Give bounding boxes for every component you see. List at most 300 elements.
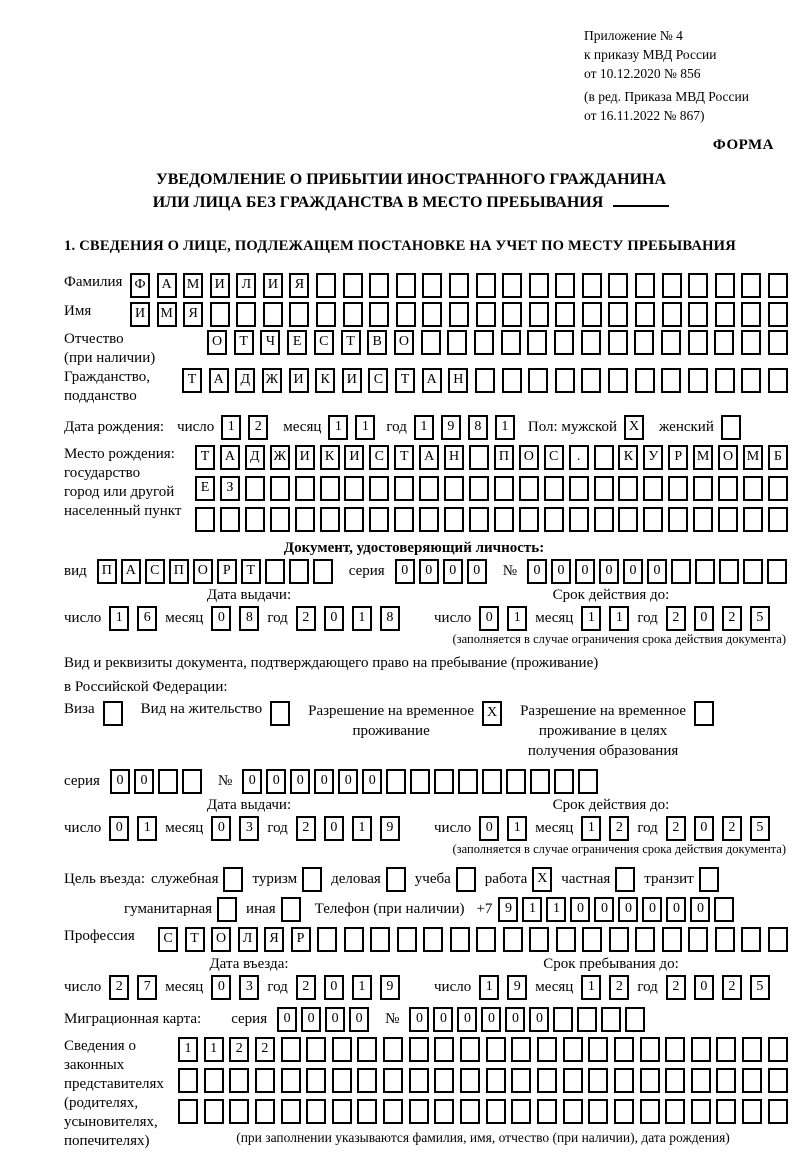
legal-input-row3-box[interactable] <box>383 1099 403 1124</box>
birthplace-input-row2-box[interactable] <box>270 476 290 501</box>
doc-valid-month-input-box[interactable]: 1 <box>609 606 629 631</box>
profession-input-box[interactable]: Т <box>185 927 205 952</box>
birthplace-input-row3-box[interactable] <box>494 507 514 532</box>
profession-input-box[interactable] <box>370 927 390 952</box>
entry-year-input-box[interactable]: 0 <box>324 975 344 1000</box>
legal-input-row1-box[interactable] <box>768 1037 788 1062</box>
phone-input-box[interactable]: 1 <box>522 897 542 922</box>
name-input-box[interactable] <box>316 302 336 327</box>
birthplace-input-row2-box[interactable] <box>768 476 788 501</box>
temp-residence-checkbox-box[interactable]: X <box>482 701 502 726</box>
birthplace-input-row1-box[interactable]: О <box>519 445 539 470</box>
sex-female-checkbox-box[interactable] <box>721 415 741 440</box>
birthplace-input-row3-box[interactable] <box>743 507 763 532</box>
legal-input-row1-box[interactable] <box>409 1037 429 1062</box>
birthplace-input-row3-box[interactable] <box>469 507 489 532</box>
profession-input-box[interactable] <box>662 927 682 952</box>
name-input-box[interactable] <box>662 302 682 327</box>
surname-input-box[interactable] <box>715 273 735 298</box>
patronymic-input-box[interactable] <box>661 330 681 355</box>
birth-year-input-box[interactable]: 1 <box>495 415 515 440</box>
birthplace-input-row2-box[interactable] <box>743 476 763 501</box>
birthplace-input-row1-box[interactable] <box>594 445 614 470</box>
birthplace-input-row3-box[interactable] <box>594 507 614 532</box>
patronymic-input-box[interactable] <box>688 330 708 355</box>
doc-number-input-box[interactable] <box>719 559 739 584</box>
patronymic-input-box[interactable]: О <box>394 330 414 355</box>
doc-valid-month-input-box[interactable]: 1 <box>581 606 601 631</box>
entry-year-input-box[interactable]: 2 <box>296 975 316 1000</box>
name-input-box[interactable] <box>715 302 735 327</box>
birthplace-input-row2-box[interactable] <box>569 476 589 501</box>
surname-input-box[interactable] <box>449 273 469 298</box>
legal-input-row3-box[interactable] <box>460 1099 480 1124</box>
legal-input-row2-box[interactable] <box>691 1068 711 1093</box>
citizenship-input-box[interactable]: Т <box>395 368 415 393</box>
profession-input-box[interactable] <box>715 927 735 952</box>
profession-input-box[interactable] <box>741 927 761 952</box>
legal-input-row2-box[interactable] <box>588 1068 608 1093</box>
phone-input-box[interactable]: 0 <box>594 897 614 922</box>
citizenship-input-box[interactable]: Д <box>235 368 255 393</box>
patronymic-input-box[interactable]: О <box>207 330 227 355</box>
doc-type-input-box[interactable] <box>289 559 309 584</box>
birth-year-input-box[interactable]: 8 <box>468 415 488 440</box>
legal-input-row1-box[interactable] <box>460 1037 480 1062</box>
legal-input-row3-box[interactable] <box>665 1099 685 1124</box>
purpose-tourism-checkbox-box[interactable] <box>302 867 322 892</box>
doc-issue-month-input-box[interactable]: 8 <box>239 606 259 631</box>
entry-month-input-box[interactable]: 3 <box>239 975 259 1000</box>
doc-valid-year-input-box[interactable]: 0 <box>694 606 714 631</box>
res-issue-month-input-box[interactable]: 0 <box>211 816 231 841</box>
res-series-input-box[interactable]: 0 <box>110 769 130 794</box>
stay-year-input-box[interactable]: 2 <box>666 975 686 1000</box>
doc-type-input-box[interactable]: Р <box>217 559 237 584</box>
doc-number-input-box[interactable]: 0 <box>551 559 571 584</box>
res-valid-year-input-box[interactable]: 2 <box>666 816 686 841</box>
legal-input-row2-box[interactable] <box>742 1068 762 1093</box>
citizenship-input-box[interactable] <box>661 368 681 393</box>
birthplace-input-row1-box[interactable]: Н <box>444 445 464 470</box>
surname-input-box[interactable] <box>768 273 788 298</box>
birthplace-input-row1-box[interactable]: А <box>419 445 439 470</box>
profession-input-box[interactable] <box>635 927 655 952</box>
profession-input-box[interactable] <box>317 927 337 952</box>
birthplace-input-row2-box[interactable] <box>618 476 638 501</box>
purpose-private-checkbox-box[interactable] <box>615 867 635 892</box>
birthplace-input-row2-box[interactable] <box>295 476 315 501</box>
name-input-box[interactable] <box>396 302 416 327</box>
birthplace-input-row1-box[interactable]: М <box>743 445 763 470</box>
profession-input-box[interactable] <box>503 927 523 952</box>
legal-input-row2-box[interactable] <box>409 1068 429 1093</box>
residence-permit-checkbox-box[interactable] <box>270 701 290 726</box>
doc-issue-day-input-box[interactable]: 1 <box>109 606 129 631</box>
profession-input-box[interactable] <box>450 927 470 952</box>
surname-input-box[interactable] <box>396 273 416 298</box>
patronymic-input-box[interactable]: Ч <box>260 330 280 355</box>
patronymic-input-box[interactable] <box>608 330 628 355</box>
surname-input-box[interactable]: И <box>263 273 283 298</box>
patronymic-input-box[interactable] <box>741 330 761 355</box>
legal-input-row1-box[interactable] <box>486 1037 506 1062</box>
birthplace-input-row2-box[interactable] <box>544 476 564 501</box>
citizenship-input-box[interactable] <box>608 368 628 393</box>
citizenship-input-box[interactable] <box>581 368 601 393</box>
legal-input-row1-box[interactable] <box>665 1037 685 1062</box>
legal-input-row2-box[interactable] <box>640 1068 660 1093</box>
visa-checkbox-box[interactable] <box>103 701 123 726</box>
legal-input-row1-box[interactable] <box>306 1037 326 1062</box>
mig-number-input-box[interactable]: 0 <box>409 1007 429 1032</box>
surname-input-box[interactable] <box>741 273 761 298</box>
legal-input-row1-box[interactable] <box>691 1037 711 1062</box>
mig-number-input-box[interactable] <box>625 1007 645 1032</box>
legal-input-row2-box[interactable] <box>537 1068 557 1093</box>
profession-input-box[interactable] <box>423 927 443 952</box>
birthplace-input-row3-box[interactable] <box>369 507 389 532</box>
citizenship-input-box[interactable] <box>715 368 735 393</box>
birthplace-input-row1-box[interactable]: С <box>369 445 389 470</box>
birthplace-input-row2-box[interactable] <box>344 476 364 501</box>
legal-input-row3-box[interactable] <box>281 1099 301 1124</box>
mig-series-input-box[interactable]: 0 <box>301 1007 321 1032</box>
legal-input-row2-box[interactable] <box>460 1068 480 1093</box>
birthplace-input-row2-box[interactable] <box>394 476 414 501</box>
legal-input-row1-box[interactable] <box>383 1037 403 1062</box>
birthplace-input-row1-box[interactable]: У <box>643 445 663 470</box>
birthplace-input-row3-box[interactable] <box>544 507 564 532</box>
profession-input-box[interactable]: Я <box>264 927 284 952</box>
legal-input-row3-box[interactable] <box>640 1099 660 1124</box>
birthplace-input-row2-box[interactable] <box>419 476 439 501</box>
legal-input-row3-box[interactable] <box>537 1099 557 1124</box>
birthplace-input-row2-box[interactable]: З <box>220 476 240 501</box>
citizenship-input-box[interactable] <box>741 368 761 393</box>
doc-issue-year-input-box[interactable]: 8 <box>380 606 400 631</box>
birthplace-input-row3-box[interactable] <box>320 507 340 532</box>
birth-month-input-box[interactable]: 1 <box>355 415 375 440</box>
res-number-input-box[interactable] <box>386 769 406 794</box>
birthplace-input-row1-box[interactable]: К <box>320 445 340 470</box>
name-input-box[interactable] <box>476 302 496 327</box>
res-issue-day-input-box[interactable]: 1 <box>137 816 157 841</box>
phone-input-box[interactable] <box>714 897 734 922</box>
birthplace-input-row3-box[interactable] <box>270 507 290 532</box>
sex-male-checkbox-box[interactable]: X <box>624 415 644 440</box>
birthplace-input-row3-box[interactable] <box>643 507 663 532</box>
birthplace-input-row3-box[interactable] <box>220 507 240 532</box>
surname-input-box[interactable]: Л <box>236 273 256 298</box>
birthplace-input-row1-box[interactable]: И <box>344 445 364 470</box>
stay-day-input-box[interactable]: 1 <box>479 975 499 1000</box>
name-input-box[interactable] <box>210 302 230 327</box>
res-number-input-box[interactable] <box>554 769 574 794</box>
stay-month-input-box[interactable]: 1 <box>581 975 601 1000</box>
res-series-input-box[interactable] <box>158 769 178 794</box>
mig-series-input-box[interactable]: 0 <box>277 1007 297 1032</box>
patronymic-input-box[interactable]: В <box>367 330 387 355</box>
res-number-input-box[interactable] <box>506 769 526 794</box>
legal-input-row1-box[interactable] <box>614 1037 634 1062</box>
doc-number-input-box[interactable]: 0 <box>623 559 643 584</box>
citizenship-input-box[interactable] <box>475 368 495 393</box>
res-issue-year-input-box[interactable]: 1 <box>352 816 372 841</box>
birthplace-input-row2-box[interactable] <box>469 476 489 501</box>
res-number-input-box[interactable] <box>434 769 454 794</box>
phone-input-box[interactable]: 1 <box>546 897 566 922</box>
surname-input-box[interactable] <box>688 273 708 298</box>
purpose-other-checkbox-box[interactable] <box>281 897 301 922</box>
legal-input-row1-box[interactable] <box>434 1037 454 1062</box>
profession-input-box[interactable] <box>688 927 708 952</box>
birthplace-input-row2-box[interactable] <box>594 476 614 501</box>
birthplace-input-row3-box[interactable] <box>419 507 439 532</box>
legal-input-row2-box[interactable] <box>383 1068 403 1093</box>
legal-input-row3-box[interactable] <box>742 1099 762 1124</box>
doc-type-input-box[interactable]: Т <box>241 559 261 584</box>
legal-input-row2-box[interactable] <box>281 1068 301 1093</box>
purpose-work-checkbox-box[interactable]: X <box>532 867 552 892</box>
birthplace-input-row1-box[interactable]: А <box>220 445 240 470</box>
legal-input-row1-box[interactable]: 1 <box>178 1037 198 1062</box>
surname-input-box[interactable] <box>529 273 549 298</box>
birthplace-input-row2-box[interactable] <box>519 476 539 501</box>
res-number-input-box[interactable] <box>458 769 478 794</box>
doc-number-input-box[interactable] <box>695 559 715 584</box>
birthplace-input-row1-box[interactable] <box>469 445 489 470</box>
surname-input-box[interactable] <box>369 273 389 298</box>
doc-type-input-box[interactable]: О <box>193 559 213 584</box>
doc-type-input-box[interactable] <box>265 559 285 584</box>
doc-issue-day-input-box[interactable]: 6 <box>137 606 157 631</box>
legal-input-row2-box[interactable] <box>306 1068 326 1093</box>
legal-input-row1-box[interactable]: 2 <box>229 1037 249 1062</box>
stay-month-input-box[interactable]: 2 <box>609 975 629 1000</box>
res-number-input-box[interactable]: 0 <box>362 769 382 794</box>
legal-input-row2-box[interactable] <box>204 1068 224 1093</box>
surname-input-box[interactable] <box>476 273 496 298</box>
legal-input-row2-box[interactable] <box>486 1068 506 1093</box>
legal-input-row3-box[interactable] <box>563 1099 583 1124</box>
surname-input-box[interactable] <box>422 273 442 298</box>
profession-input-box[interactable] <box>768 927 788 952</box>
profession-input-box[interactable] <box>556 927 576 952</box>
citizenship-input-box[interactable] <box>502 368 522 393</box>
patronymic-input-box[interactable]: Т <box>234 330 254 355</box>
phone-input-box[interactable]: 0 <box>642 897 662 922</box>
name-input-box[interactable] <box>529 302 549 327</box>
legal-input-row2-box[interactable] <box>716 1068 736 1093</box>
patronymic-input-box[interactable] <box>527 330 547 355</box>
legal-input-row1-box[interactable]: 1 <box>204 1037 224 1062</box>
profession-input-box[interactable]: О <box>211 927 231 952</box>
phone-input-box[interactable]: 0 <box>690 897 710 922</box>
doc-valid-year-input-box[interactable]: 2 <box>666 606 686 631</box>
surname-input-box[interactable]: Я <box>289 273 309 298</box>
birthplace-input-row3-box[interactable] <box>394 507 414 532</box>
patronymic-input-box[interactable]: С <box>314 330 334 355</box>
name-input-box[interactable] <box>635 302 655 327</box>
name-input-box[interactable]: Я <box>183 302 203 327</box>
legal-input-row3-box[interactable] <box>588 1099 608 1124</box>
name-input-box[interactable] <box>502 302 522 327</box>
birthplace-input-row3-box[interactable] <box>195 507 215 532</box>
mig-number-input-box[interactable] <box>553 1007 573 1032</box>
surname-input-box[interactable]: И <box>210 273 230 298</box>
legal-input-row3-box[interactable] <box>255 1099 275 1124</box>
patronymic-input-box[interactable] <box>447 330 467 355</box>
res-valid-day-input-box[interactable]: 1 <box>507 816 527 841</box>
doc-valid-day-input-box[interactable]: 0 <box>479 606 499 631</box>
doc-type-input-box[interactable]: П <box>97 559 117 584</box>
name-input-box[interactable] <box>343 302 363 327</box>
name-input-box[interactable] <box>608 302 628 327</box>
surname-input-box[interactable] <box>316 273 336 298</box>
patronymic-input-box[interactable] <box>554 330 574 355</box>
res-valid-month-input-box[interactable]: 2 <box>609 816 629 841</box>
surname-input-box[interactable] <box>635 273 655 298</box>
legal-input-row1-box[interactable]: 2 <box>255 1037 275 1062</box>
birth-month-input-box[interactable]: 1 <box>328 415 348 440</box>
doc-series-input-box[interactable]: 0 <box>467 559 487 584</box>
birthplace-input-row3-box[interactable] <box>718 507 738 532</box>
citizenship-input-box[interactable]: К <box>315 368 335 393</box>
birthplace-input-row1-box[interactable]: . <box>569 445 589 470</box>
patronymic-input-box[interactable] <box>474 330 494 355</box>
birthplace-input-row1-box[interactable]: С <box>544 445 564 470</box>
doc-number-input-box[interactable] <box>743 559 763 584</box>
birthplace-input-row1-box[interactable]: Т <box>195 445 215 470</box>
citizenship-input-box[interactable]: А <box>209 368 229 393</box>
birthplace-input-row2-box[interactable] <box>494 476 514 501</box>
mig-number-input-box[interactable]: 0 <box>433 1007 453 1032</box>
legal-input-row3-box[interactable] <box>434 1099 454 1124</box>
legal-input-row1-box[interactable] <box>511 1037 531 1062</box>
stay-day-input-box[interactable]: 9 <box>507 975 527 1000</box>
entry-month-input-box[interactable]: 0 <box>211 975 231 1000</box>
res-number-input-box[interactable] <box>530 769 550 794</box>
birthplace-input-row3-box[interactable] <box>768 507 788 532</box>
name-input-box[interactable] <box>369 302 389 327</box>
citizenship-input-box[interactable] <box>688 368 708 393</box>
doc-number-input-box[interactable]: 0 <box>575 559 595 584</box>
patronymic-input-box[interactable]: Е <box>287 330 307 355</box>
legal-input-row3-box[interactable] <box>486 1099 506 1124</box>
mig-number-input-box[interactable]: 0 <box>529 1007 549 1032</box>
birth-day-input-box[interactable]: 2 <box>248 415 268 440</box>
res-issue-year-input-box[interactable]: 9 <box>380 816 400 841</box>
doc-issue-year-input-box[interactable]: 0 <box>324 606 344 631</box>
citizenship-input-box[interactable] <box>635 368 655 393</box>
purpose-transit-checkbox-box[interactable] <box>699 867 719 892</box>
name-input-box[interactable] <box>289 302 309 327</box>
patronymic-input-box[interactable] <box>501 330 521 355</box>
res-series-input-box[interactable] <box>182 769 202 794</box>
legal-input-row3-box[interactable] <box>716 1099 736 1124</box>
birthplace-input-row3-box[interactable] <box>444 507 464 532</box>
name-input-box[interactable] <box>236 302 256 327</box>
legal-input-row3-box[interactable] <box>409 1099 429 1124</box>
legal-input-row2-box[interactable] <box>229 1068 249 1093</box>
birthplace-input-row2-box[interactable]: Е <box>195 476 215 501</box>
legal-input-row3-box[interactable] <box>229 1099 249 1124</box>
patronymic-input-box[interactable] <box>421 330 441 355</box>
birthplace-input-row2-box[interactable] <box>643 476 663 501</box>
stay-year-input-box[interactable]: 0 <box>694 975 714 1000</box>
entry-year-input-box[interactable]: 1 <box>352 975 372 1000</box>
doc-issue-year-input-box[interactable]: 1 <box>352 606 372 631</box>
birthplace-input-row3-box[interactable] <box>569 507 589 532</box>
birthplace-input-row3-box[interactable] <box>618 507 638 532</box>
birthplace-input-row1-box[interactable]: М <box>693 445 713 470</box>
legal-input-row2-box[interactable] <box>357 1068 377 1093</box>
birthplace-input-row2-box[interactable] <box>444 476 464 501</box>
surname-input-box[interactable] <box>502 273 522 298</box>
legal-input-row2-box[interactable] <box>614 1068 634 1093</box>
profession-input-box[interactable]: Р <box>291 927 311 952</box>
legal-input-row3-box[interactable] <box>691 1099 711 1124</box>
birthplace-input-row1-box[interactable]: О <box>718 445 738 470</box>
citizenship-input-box[interactable]: Т <box>182 368 202 393</box>
legal-input-row1-box[interactable] <box>640 1037 660 1062</box>
doc-number-input-box[interactable] <box>767 559 787 584</box>
mig-number-input-box[interactable] <box>577 1007 597 1032</box>
name-input-box[interactable] <box>263 302 283 327</box>
stay-year-input-box[interactable]: 2 <box>722 975 742 1000</box>
profession-input-box[interactable] <box>476 927 496 952</box>
res-issue-month-input-box[interactable]: 3 <box>239 816 259 841</box>
phone-input-box[interactable]: 9 <box>498 897 518 922</box>
profession-input-box[interactable] <box>344 927 364 952</box>
entry-day-input-box[interactable]: 2 <box>109 975 129 1000</box>
legal-input-row2-box[interactable] <box>255 1068 275 1093</box>
doc-type-input-box[interactable]: А <box>121 559 141 584</box>
profession-input-box[interactable] <box>582 927 602 952</box>
patronymic-input-box[interactable] <box>768 330 788 355</box>
citizenship-input-box[interactable]: Ж <box>262 368 282 393</box>
surname-input-box[interactable] <box>555 273 575 298</box>
legal-input-row2-box[interactable] <box>563 1068 583 1093</box>
birthplace-input-row1-box[interactable]: Т <box>394 445 414 470</box>
purpose-study-checkbox-box[interactable] <box>456 867 476 892</box>
phone-input-box[interactable]: 0 <box>570 897 590 922</box>
legal-input-row1-box[interactable] <box>563 1037 583 1062</box>
patronymic-input-box[interactable] <box>634 330 654 355</box>
res-number-input-box[interactable]: 0 <box>266 769 286 794</box>
doc-issue-year-input-box[interactable]: 2 <box>296 606 316 631</box>
birthplace-input-row3-box[interactable] <box>245 507 265 532</box>
name-input-box[interactable] <box>582 302 602 327</box>
patronymic-input-box[interactable]: Т <box>341 330 361 355</box>
mig-number-input-box[interactable]: 0 <box>457 1007 477 1032</box>
citizenship-input-box[interactable]: А <box>422 368 442 393</box>
mig-number-input-box[interactable]: 0 <box>505 1007 525 1032</box>
edu-residence-checkbox-box[interactable] <box>694 701 714 726</box>
birthplace-input-row1-box[interactable]: Б <box>768 445 788 470</box>
legal-input-row1-box[interactable] <box>332 1037 352 1062</box>
mig-number-input-box[interactable] <box>601 1007 621 1032</box>
birthplace-input-row3-box[interactable] <box>668 507 688 532</box>
doc-valid-year-input-box[interactable]: 5 <box>750 606 770 631</box>
res-valid-year-input-box[interactable]: 2 <box>722 816 742 841</box>
citizenship-input-box[interactable]: С <box>368 368 388 393</box>
birthplace-input-row1-box[interactable]: П <box>494 445 514 470</box>
birthplace-input-row1-box[interactable]: Ж <box>270 445 290 470</box>
birthplace-input-row2-box[interactable] <box>668 476 688 501</box>
purpose-humanitarian-checkbox-box[interactable] <box>217 897 237 922</box>
